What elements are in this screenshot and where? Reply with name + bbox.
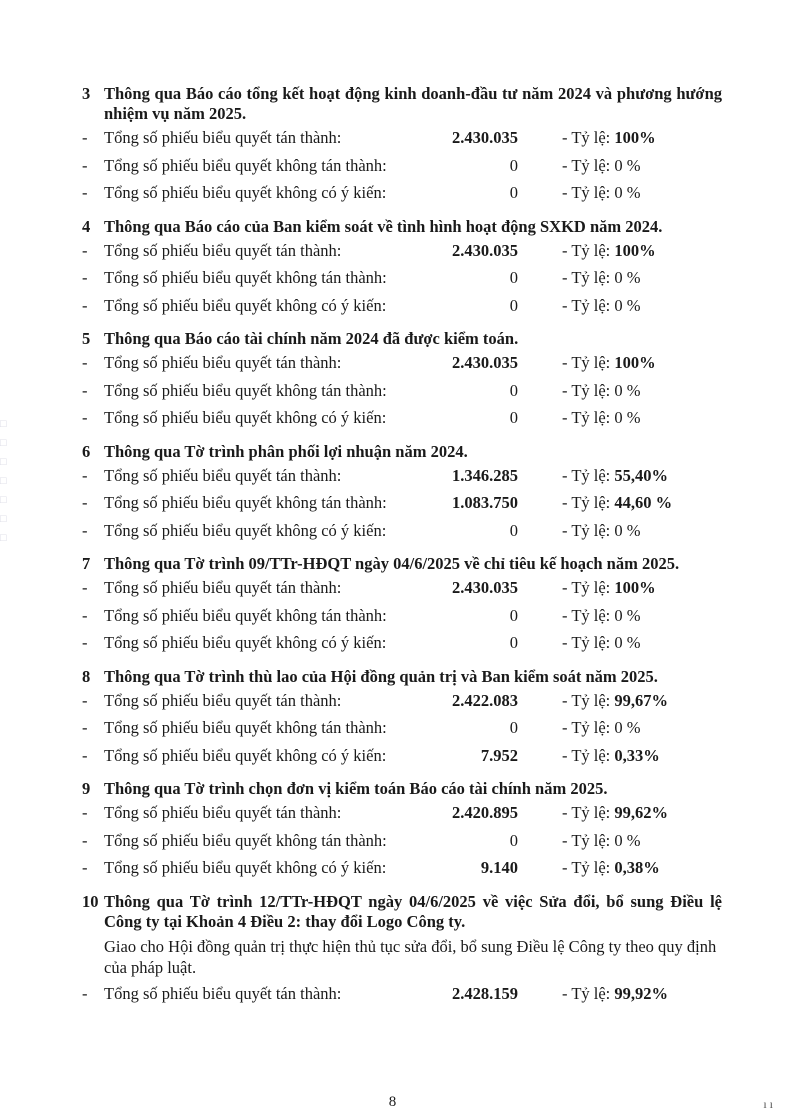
vote-count: 2.430.035 bbox=[452, 240, 518, 260]
rate-value: 100% bbox=[614, 240, 656, 260]
vote-count: 0 bbox=[509, 183, 518, 202]
rate-prefix: - Tỷ lệ: bbox=[562, 830, 611, 850]
section-number: 4 bbox=[82, 216, 91, 236]
rate-prefix: - Tỷ lệ: bbox=[562, 633, 611, 652]
vote-label: Tổng số phiếu biểu quyết không tán thành: bbox=[104, 605, 387, 625]
bullet-dash: - bbox=[82, 183, 88, 202]
vote-rate bbox=[562, 691, 668, 711]
resolution-section bbox=[82, 667, 722, 774]
section-heading bbox=[82, 84, 722, 124]
vote-row bbox=[82, 493, 722, 521]
section-title: Thông qua Báo cáo tổng kết hoạt động kinh doanh-đầu tư năm 2024 và phương hướng nhiệm vụ năm 2025. bbox=[104, 84, 722, 123]
rate-value: 0 % bbox=[614, 718, 641, 737]
vote-count: 0 bbox=[509, 268, 518, 287]
vote-rate bbox=[562, 521, 641, 541]
rate-value: 0 % bbox=[614, 520, 641, 540]
vote-row bbox=[82, 183, 722, 211]
rate-prefix: - Tỷ lệ: bbox=[562, 353, 611, 372]
rate-prefix: - Tỷ lệ: bbox=[562, 240, 611, 260]
vote-row bbox=[82, 984, 722, 1012]
resolution-section bbox=[82, 554, 722, 661]
rate-prefix: - Tỷ lệ: bbox=[562, 605, 611, 625]
vote-label: Tổng số phiếu biểu quyết không tán thành: bbox=[104, 380, 387, 400]
rate-value: 99,92% bbox=[614, 983, 669, 1003]
handwritten-mark: ı ı bbox=[763, 1097, 773, 1111]
section-title: Thông qua Tờ trình phân phối lợi nhuận năm 2024. bbox=[104, 441, 468, 461]
vote-count: 2.428.159 bbox=[452, 983, 518, 1003]
vote-row bbox=[82, 858, 722, 886]
resolution-section bbox=[82, 329, 722, 436]
vote-rate bbox=[562, 381, 641, 401]
section-number: 5 bbox=[82, 329, 91, 348]
rate-prefix: - Tỷ lệ: bbox=[562, 520, 611, 540]
bullet-dash: - bbox=[82, 240, 88, 260]
rate-value: 0 % bbox=[614, 155, 641, 175]
rate-prefix: - Tỷ lệ: bbox=[562, 155, 611, 175]
vote-count: 2.430.035 bbox=[452, 578, 518, 597]
resolution-section bbox=[82, 779, 722, 886]
vote-count: 0 bbox=[509, 155, 518, 175]
section-heading bbox=[82, 442, 722, 462]
rate-value: 0 % bbox=[614, 605, 641, 625]
rate-prefix: - Tỷ lệ: bbox=[562, 718, 611, 737]
vote-label: Tổng số phiếu biểu quyết không có ý kiến: bbox=[104, 408, 387, 427]
rate-value: 0 % bbox=[614, 380, 641, 400]
section-title: Thông qua Tờ trình 09/TTr-HĐQT ngày 04/6/2025 về chỉ tiêu kế hoạch năm 2025. bbox=[104, 554, 680, 573]
resolution-section bbox=[82, 892, 722, 1012]
section-title: Thông qua Báo cáo tài chính năm 2024 đã được kiểm toán. bbox=[104, 329, 519, 348]
vote-row bbox=[82, 156, 722, 184]
section-heading bbox=[82, 217, 722, 237]
vote-label: Tổng số phiếu biểu quyết không tán thành: bbox=[104, 718, 387, 737]
vote-count: 0 bbox=[509, 520, 518, 540]
bullet-dash: - bbox=[82, 380, 88, 400]
bullet-dash: - bbox=[82, 983, 88, 1003]
vote-count: 0 bbox=[509, 830, 518, 850]
vote-rate bbox=[562, 831, 641, 851]
rate-value: 99,67% bbox=[614, 690, 669, 710]
rate-value: 0 % bbox=[614, 633, 641, 652]
rate-prefix: - Tỷ lệ: bbox=[562, 983, 611, 1003]
bullet-dash: - bbox=[82, 353, 88, 372]
resolution-section bbox=[82, 84, 722, 211]
vote-label: Tổng số phiếu biểu quyết không tán thành: bbox=[104, 830, 387, 850]
vote-row bbox=[82, 296, 722, 324]
section-title: Thông qua Tờ trình thù lao của Hội đồng quản trị và Ban kiểm soát năm 2025. bbox=[104, 666, 658, 686]
bullet-dash: - bbox=[82, 745, 88, 765]
rate-value: 0 % bbox=[614, 830, 641, 850]
bullet-dash: - bbox=[82, 633, 88, 652]
vote-row bbox=[82, 128, 722, 156]
bullet-dash: - bbox=[82, 803, 88, 822]
resolution-list bbox=[82, 78, 722, 1011]
section-note: Giao cho Hội đồng quản trị thực hiện thủ tục sửa đổi, bổ sung Điều lệ Công ty theo quy định của pháp luật. bbox=[104, 936, 717, 977]
vote-rate bbox=[562, 296, 641, 316]
section-number: 7 bbox=[82, 554, 91, 573]
rate-prefix: - Tỷ lệ: bbox=[562, 268, 611, 287]
rate-prefix: - Tỷ lệ: bbox=[562, 465, 611, 485]
vote-row bbox=[82, 633, 722, 661]
bullet-dash: - bbox=[82, 408, 88, 427]
vote-rate bbox=[562, 156, 641, 176]
vote-rate bbox=[562, 128, 656, 148]
vote-rate bbox=[562, 578, 656, 598]
vote-rate bbox=[562, 183, 641, 203]
vote-row bbox=[82, 353, 722, 381]
vote-label: Tổng số phiếu biểu quyết không có ý kiến: bbox=[104, 858, 387, 877]
bullet-dash: - bbox=[82, 128, 88, 147]
vote-label: Tổng số phiếu biểu quyết không có ý kiến: bbox=[104, 520, 387, 540]
rate-prefix: - Tỷ lệ: bbox=[562, 380, 611, 400]
rate-value: 0 % bbox=[614, 295, 641, 315]
vote-rate bbox=[562, 606, 641, 626]
rate-prefix: - Tỷ lệ: bbox=[562, 183, 611, 202]
vote-count: 2.422.083 bbox=[452, 690, 518, 710]
vote-label: Tổng số phiếu biểu quyết tán thành: bbox=[104, 578, 342, 597]
vote-row bbox=[82, 241, 722, 269]
vote-label: Tổng số phiếu biểu quyết không tán thành: bbox=[104, 268, 387, 287]
bullet-dash: - bbox=[82, 578, 88, 597]
vote-label: Tổng số phiếu biểu quyết không có ý kiến: bbox=[104, 745, 387, 765]
vote-label: Tổng số phiếu biểu quyết tán thành: bbox=[104, 983, 342, 1003]
faint-stamp-mark: □ □ □ □ □ □ □ bbox=[0, 418, 7, 544]
vote-rate bbox=[562, 803, 668, 823]
vote-row bbox=[82, 521, 722, 549]
rate-prefix: - Tỷ lệ: bbox=[562, 745, 611, 765]
bullet-dash: - bbox=[82, 295, 88, 315]
vote-rate bbox=[562, 746, 660, 766]
section-number: 10 bbox=[82, 891, 99, 911]
vote-count: 9.140 bbox=[480, 858, 518, 877]
vote-rate bbox=[562, 466, 668, 486]
vote-count: 2.430.035 bbox=[452, 128, 518, 147]
section-heading bbox=[82, 667, 722, 687]
vote-count: 2.420.895 bbox=[452, 803, 518, 822]
rate-prefix: - Tỷ lệ: bbox=[562, 493, 611, 512]
vote-rate bbox=[562, 353, 656, 373]
rate-value: 100% bbox=[614, 578, 656, 597]
vote-label: Tổng số phiếu biểu quyết tán thành: bbox=[104, 465, 342, 485]
vote-rate bbox=[562, 408, 641, 428]
bullet-dash: - bbox=[82, 520, 88, 540]
page-number: 8 bbox=[388, 1094, 397, 1110]
vote-label: Tổng số phiếu biểu quyết không có ý kiến: bbox=[104, 295, 387, 315]
vote-count: 0 bbox=[509, 295, 518, 315]
rate-value: 0,33% bbox=[614, 745, 660, 765]
resolution-section bbox=[82, 217, 722, 324]
section-title: Thông qua Báo cáo của Ban kiểm soát về tình hình hoạt động SXKD năm 2024. bbox=[104, 216, 663, 236]
rate-prefix: - Tỷ lệ: bbox=[562, 578, 611, 597]
vote-rate bbox=[562, 241, 656, 261]
vote-row bbox=[82, 408, 722, 436]
vote-count: 0 bbox=[509, 408, 518, 427]
rate-value: 0 % bbox=[614, 268, 641, 287]
bullet-dash: - bbox=[82, 268, 88, 287]
rate-value: 99,62% bbox=[614, 803, 669, 822]
vote-count: 0 bbox=[509, 605, 518, 625]
rate-prefix: - Tỷ lệ: bbox=[562, 858, 611, 877]
vote-row bbox=[82, 606, 722, 634]
vote-rate bbox=[562, 633, 641, 653]
section-title: Thông qua Tờ trình chọn đơn vị kiểm toán Báo cáo tài chính năm 2025. bbox=[104, 779, 608, 798]
vote-row bbox=[82, 381, 722, 409]
section-title: Thông qua Tờ trình 12/TTr-HĐQT ngày 04/6/2025 về việc Sửa đổi, bổ sung Điều lệ Công ty tại Khoản 4 Điều 2: thay đổi Logo Công ty. bbox=[104, 891, 722, 931]
section-heading bbox=[82, 554, 722, 574]
vote-count: 7.952 bbox=[480, 745, 518, 765]
vote-label: Tổng số phiếu biểu quyết tán thành: bbox=[104, 240, 342, 260]
section-number: 8 bbox=[82, 666, 91, 686]
vote-row bbox=[82, 691, 722, 719]
rate-prefix: - Tỷ lệ: bbox=[562, 128, 611, 147]
vote-label: Tổng số phiếu biểu quyết không có ý kiến: bbox=[104, 633, 387, 652]
resolution-section bbox=[82, 442, 722, 549]
vote-row bbox=[82, 718, 722, 746]
vote-row bbox=[82, 268, 722, 296]
rate-value: 100% bbox=[614, 353, 656, 372]
vote-label: Tổng số phiếu biểu quyết tán thành: bbox=[104, 353, 342, 372]
vote-rate bbox=[562, 718, 641, 738]
vote-rate bbox=[562, 984, 668, 1004]
bullet-dash: - bbox=[82, 605, 88, 625]
bullet-dash: - bbox=[82, 493, 88, 512]
vote-row bbox=[82, 746, 722, 774]
vote-row bbox=[82, 466, 722, 494]
rate-prefix: - Tỷ lệ: bbox=[562, 803, 611, 822]
vote-label: Tổng số phiếu biểu quyết không có ý kiến: bbox=[104, 183, 387, 202]
bullet-dash: - bbox=[82, 830, 88, 850]
vote-count: 0 bbox=[509, 380, 518, 400]
section-heading bbox=[82, 779, 722, 799]
section-heading bbox=[82, 892, 722, 932]
vote-count: 1.346.285 bbox=[452, 465, 518, 485]
rate-prefix: - Tỷ lệ: bbox=[562, 295, 611, 315]
vote-label: Tổng số phiếu biểu quyết tán thành: bbox=[104, 128, 342, 147]
vote-count: 0 bbox=[509, 718, 518, 737]
rate-value: 0,38% bbox=[614, 858, 660, 877]
section-number: 3 bbox=[82, 84, 91, 103]
rate-value: 55,40% bbox=[614, 465, 669, 485]
rate-value: 0 % bbox=[614, 408, 641, 427]
rate-prefix: - Tỷ lệ: bbox=[562, 408, 611, 427]
vote-count: 2.430.035 bbox=[452, 353, 518, 372]
vote-row bbox=[82, 831, 722, 859]
rate-value: 0 % bbox=[614, 183, 641, 202]
rate-value: 44,60 % bbox=[614, 493, 673, 512]
vote-count: 1.083.750 bbox=[452, 493, 518, 512]
bullet-dash: - bbox=[82, 690, 88, 710]
vote-rate bbox=[562, 493, 672, 513]
bullet-dash: - bbox=[82, 858, 88, 877]
section-heading bbox=[82, 329, 722, 349]
vote-label: Tổng số phiếu biểu quyết tán thành: bbox=[104, 803, 342, 822]
rate-prefix: - Tỷ lệ: bbox=[562, 690, 611, 710]
section-number: 6 bbox=[82, 441, 91, 461]
vote-label: Tổng số phiếu biểu quyết tán thành: bbox=[104, 690, 342, 710]
vote-label: Tổng số phiếu biểu quyết không tán thành: bbox=[104, 493, 387, 512]
vote-rate bbox=[562, 858, 660, 878]
bullet-dash: - bbox=[82, 155, 88, 175]
section-number: 9 bbox=[82, 779, 91, 798]
rate-value: 100% bbox=[614, 128, 656, 147]
bullet-dash: - bbox=[82, 718, 88, 737]
vote-row bbox=[82, 803, 722, 831]
vote-rate bbox=[562, 268, 641, 288]
vote-row bbox=[82, 578, 722, 606]
bullet-dash: - bbox=[82, 465, 88, 485]
vote-count: 0 bbox=[509, 633, 518, 652]
vote-label: Tổng số phiếu biểu quyết không tán thành: bbox=[104, 155, 387, 175]
